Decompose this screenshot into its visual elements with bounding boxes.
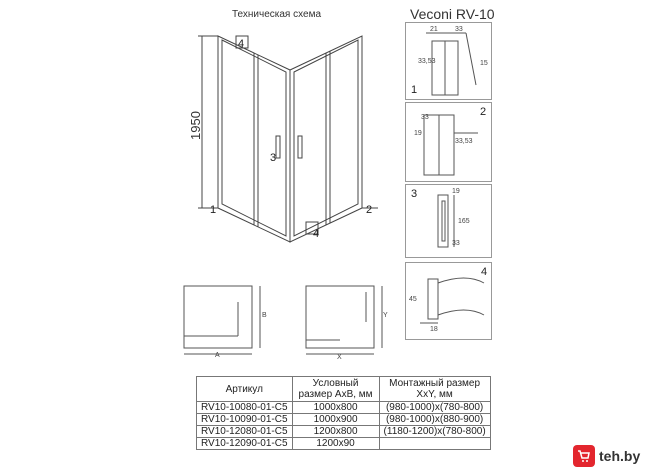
- schema-title: Техническая схема: [232, 9, 322, 20]
- detail-2-dim-a: 33: [421, 114, 429, 121]
- table-row: [197, 414, 491, 426]
- detail-2-dim-c: 33,53: [455, 138, 473, 145]
- plan-2-depth-label: Y: [383, 312, 388, 319]
- detail-4-number: 4: [481, 266, 488, 278]
- table-row: [197, 426, 491, 438]
- table-row: [197, 402, 491, 414]
- row-article: RV10-10090-01-C5: [197, 414, 293, 426]
- row-article: RV10-10080-01-C5: [197, 402, 293, 414]
- detail-2-profile-drawing: [406, 103, 491, 181]
- row-nominal: 1000x900: [292, 414, 379, 426]
- watermark-text: teh.by: [599, 448, 641, 464]
- row-article: RV10-12090-01-C5: [197, 438, 293, 450]
- row-article: RV10-12080-01-C5: [197, 426, 293, 438]
- detail-1-dim-c: 33,53: [418, 58, 436, 65]
- callout-4: 4: [313, 228, 320, 240]
- callout-1: 1: [210, 204, 217, 216]
- row-install: [379, 438, 490, 450]
- callout-2: 2: [366, 204, 373, 216]
- row-install: (1180-1200)x(780-800): [379, 426, 490, 438]
- plan-2-width-label: X: [337, 354, 342, 361]
- detail-3-dim-c: 33: [452, 240, 460, 247]
- row-nominal: 1200x800: [292, 426, 379, 438]
- header-nominal-size: Условный размер AxB, мм: [292, 377, 379, 402]
- detail-2-number: 2: [480, 106, 487, 118]
- site-watermark: [573, 441, 670, 471]
- detail-4-profile-drawing: [406, 263, 491, 339]
- detail-1-dim-b: 33: [455, 26, 463, 33]
- header-install-size: Монтажный размер XxY, мм: [379, 377, 490, 402]
- main-isometric-drawing: [180, 22, 400, 252]
- plan-1-width-label: A: [215, 352, 220, 359]
- detail-3-number: 3: [411, 188, 418, 200]
- detail-4-dim-b: 18: [430, 326, 438, 333]
- callout-3: 3: [270, 152, 277, 164]
- detail-4-dim-a: 45: [409, 296, 417, 303]
- detail-1-dim-d: 15: [480, 60, 488, 67]
- header-article: Артикул: [197, 377, 293, 402]
- callout-top: 4: [238, 38, 245, 50]
- row-nominal: 1200x90: [292, 438, 379, 450]
- detail-2-box: [405, 102, 492, 182]
- detail-3-handle-drawing: [406, 185, 491, 257]
- model-name: Veconi RV-10: [410, 6, 495, 22]
- row-install: (980-1000)x(880-900): [379, 414, 490, 426]
- row-install: (980-1000)x(780-800): [379, 402, 490, 414]
- detail-1-dim-a: 21: [430, 26, 438, 33]
- plan-1-depth-label: B: [262, 312, 267, 319]
- cart-icon: [573, 445, 595, 467]
- spec-table: [196, 376, 491, 450]
- detail-3-dim-b: 165: [458, 218, 470, 225]
- table-row: [197, 438, 491, 450]
- plan-view-nominal: [178, 282, 272, 360]
- detail-4-box: [405, 262, 492, 340]
- detail-1-number: 1: [411, 84, 418, 96]
- row-nominal: 1000x800: [292, 402, 379, 414]
- height-dimension: 1950: [188, 111, 203, 140]
- detail-2-dim-b: 19: [414, 130, 422, 137]
- table-header-row: [197, 377, 491, 402]
- detail-3-dim-a: 19: [452, 188, 460, 195]
- detail-3-box: [405, 184, 492, 258]
- plan-view-installation: [300, 282, 394, 360]
